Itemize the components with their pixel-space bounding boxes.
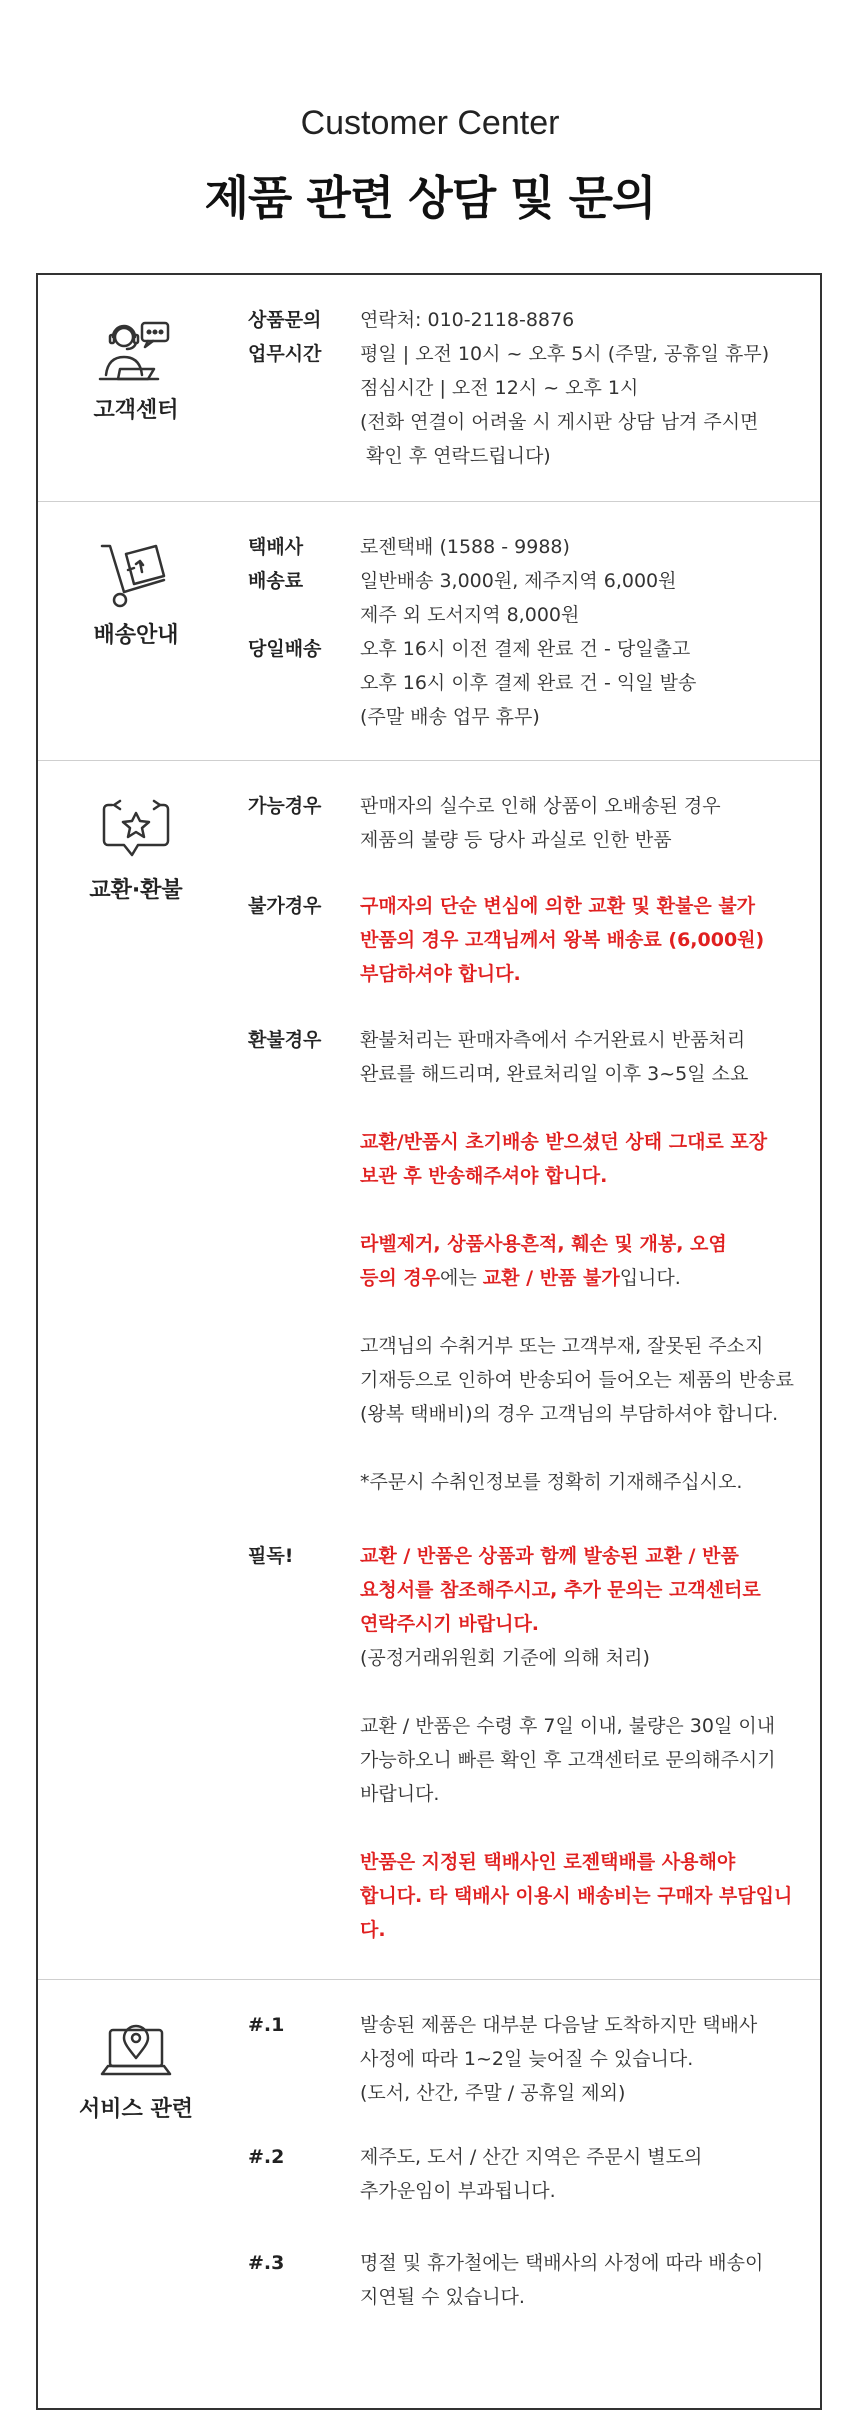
same-day-line: 오후 16시 이전 결제 완료 건 - 당일출고 <box>360 638 691 660</box>
exchange-star-icon <box>98 795 174 867</box>
impossible-line: 반품의 경우 고객님께서 왕복 배송료 (6,000원) <box>360 929 765 951</box>
section-service <box>38 1980 820 2410</box>
label-warning-line: 등의 경우에는 교환 / 반품 불가입니다. <box>360 1267 681 1289</box>
fee-line: 제주 외 도서지역 8,000원 <box>360 604 580 626</box>
courier-warning-line: 다. <box>360 1919 386 1941</box>
possible-line: 제품의 불량 등 당사 과실로 인한 반품 <box>360 829 672 851</box>
hours-line: 평일 | 오전 10시 ~ 오후 5시 (주말, 공휴일 휴무) <box>360 343 770 365</box>
courier-value: 로젠택배 (1588 - 9988) <box>360 536 570 558</box>
period-line: 바랍니다. <box>360 1783 440 1805</box>
service-item-key: #.2 <box>248 2146 285 2168</box>
label-warning-line: 라벨제거, 상품사용흔적, 훼손 및 개봉, 오염 <box>360 1233 727 1255</box>
section-exchange-refund <box>38 761 820 1979</box>
return-warning-line: 교환/반품시 초기배송 받으셨던 상태 그대로 포장 <box>360 1131 768 1153</box>
service-line: 명절 및 휴가철에는 택배사의 사정에 따라 배송이 <box>360 2252 764 2274</box>
headset-agent-icon <box>96 317 176 387</box>
impossible-line: 구매자의 단순 변심에 의한 교환 및 환불은 불가 <box>360 895 756 917</box>
period-line: 가능하오니 빠른 확인 후 고객센터로 문의해주시기 <box>360 1749 776 1771</box>
key-product-inquiry: 상품문의 <box>248 309 322 331</box>
laptop-location-icon <box>98 2016 174 2086</box>
service-item-key: #.1 <box>248 2014 285 2036</box>
same-day-line: (주말 배송 업무 휴무) <box>360 706 540 728</box>
note-line: (전화 연결이 어려울 시 게시판 상담 남겨 주시면 <box>360 411 759 433</box>
section-customer-center <box>38 275 820 501</box>
impossible-line: 부담하셔야 합니다. <box>360 963 521 985</box>
contact-line: 연락처: 010-2118-8876 <box>360 309 575 331</box>
section-shipping <box>38 502 820 760</box>
service-line: 추가운임이 부과됩니다. <box>360 2180 556 2202</box>
refund-line: 완료를 해드리며, 완료처리일 이후 3~5일 소요 <box>360 1063 749 1085</box>
info-box <box>36 273 822 2410</box>
service-line: 발송된 제품은 대부분 다음날 도착하지만 택배사 <box>360 2014 758 2036</box>
lunch-line: 점심시간 | 오전 12시 ~ 오후 1시 <box>360 377 639 399</box>
section-label: 서비스 관련 <box>79 2097 193 2122</box>
refund-line: 환불처리는 판매자측에서 수거완료시 반품처리 <box>360 1029 746 1051</box>
delivery-cart-icon <box>96 540 176 612</box>
key-courier: 택배사 <box>248 536 304 558</box>
key-possible: 가능경우 <box>248 795 322 817</box>
key-shipping-fee: 배송료 <box>248 570 304 592</box>
section-label: 고객센터 <box>93 398 179 423</box>
key-refund: 환불경우 <box>248 1029 322 1051</box>
customer-fault-line: 고객님의 수취거부 또는 고객부재, 잘못된 주소지 <box>360 1335 764 1357</box>
section-label: 교환·환불 <box>89 878 183 903</box>
same-day-line: 오후 16시 이후 결제 완료 건 - 익일 발송 <box>360 672 697 694</box>
service-line: 제주도, 도서 / 산간 지역은 주문시 별도의 <box>360 2146 703 2168</box>
page-title: 제품 관련 상담 및 문의 <box>204 171 656 225</box>
service-line: 사정에 따라 1~2일 늦어질 수 있습니다. <box>360 2048 694 2070</box>
possible-line: 판매자의 실수로 인해 상품이 오배송된 경우 <box>360 795 721 817</box>
key-business-hours: 업무시간 <box>248 343 322 365</box>
customer-center-details <box>360 303 830 473</box>
must-read-line: 교환 / 반품은 상품과 함께 발송된 교환 / 반품 <box>360 1545 739 1567</box>
customer-fault-line: 기재등으로 인하여 반송되어 들어오는 제품의 반송료 <box>360 1369 794 1391</box>
must-read-line: 요청서를 참조해주시고, 추가 문의는 고객센터로 <box>360 1579 761 1601</box>
section-label: 배송안내 <box>93 623 179 648</box>
must-read-note: (공정거래위원회 기준에 의해 처리) <box>360 1647 650 1669</box>
key-impossible: 불가경우 <box>248 895 322 917</box>
note-line: 확인 후 연락드립니다) <box>360 445 551 467</box>
service-item-key: #.3 <box>248 2252 285 2274</box>
return-warning-line: 보관 후 반송해주셔야 합니다. <box>360 1165 608 1187</box>
must-read-line: 연락주시기 바랍니다. <box>360 1613 540 1635</box>
service-line: (도서, 산간, 주말 / 공휴일 제외) <box>360 2082 626 2104</box>
order-note: *주문시 수취인정보를 정확히 기재해주십시오. <box>360 1471 743 1493</box>
header-subtitle: Customer Center <box>300 104 560 142</box>
courier-warning-line: 반품은 지정된 택배사인 로젠택배를 사용해야 <box>360 1851 736 1873</box>
courier-warning-line: 합니다. 타 택배사 이용시 배송비는 구매자 부담입니 <box>360 1885 793 1907</box>
customer-fault-line: (왕복 택배비)의 경우 고객님의 부담하셔야 합니다. <box>360 1403 779 1425</box>
fee-line: 일반배송 3,000원, 제주지역 6,000원 <box>360 570 677 592</box>
key-same-day: 당일배송 <box>248 638 322 660</box>
period-line: 교환 / 반품은 수령 후 7일 이내, 불량은 30일 이내 <box>360 1715 776 1737</box>
key-must-read: 필독! <box>248 1545 294 1567</box>
service-line: 지연될 수 있습니다. <box>360 2286 525 2308</box>
